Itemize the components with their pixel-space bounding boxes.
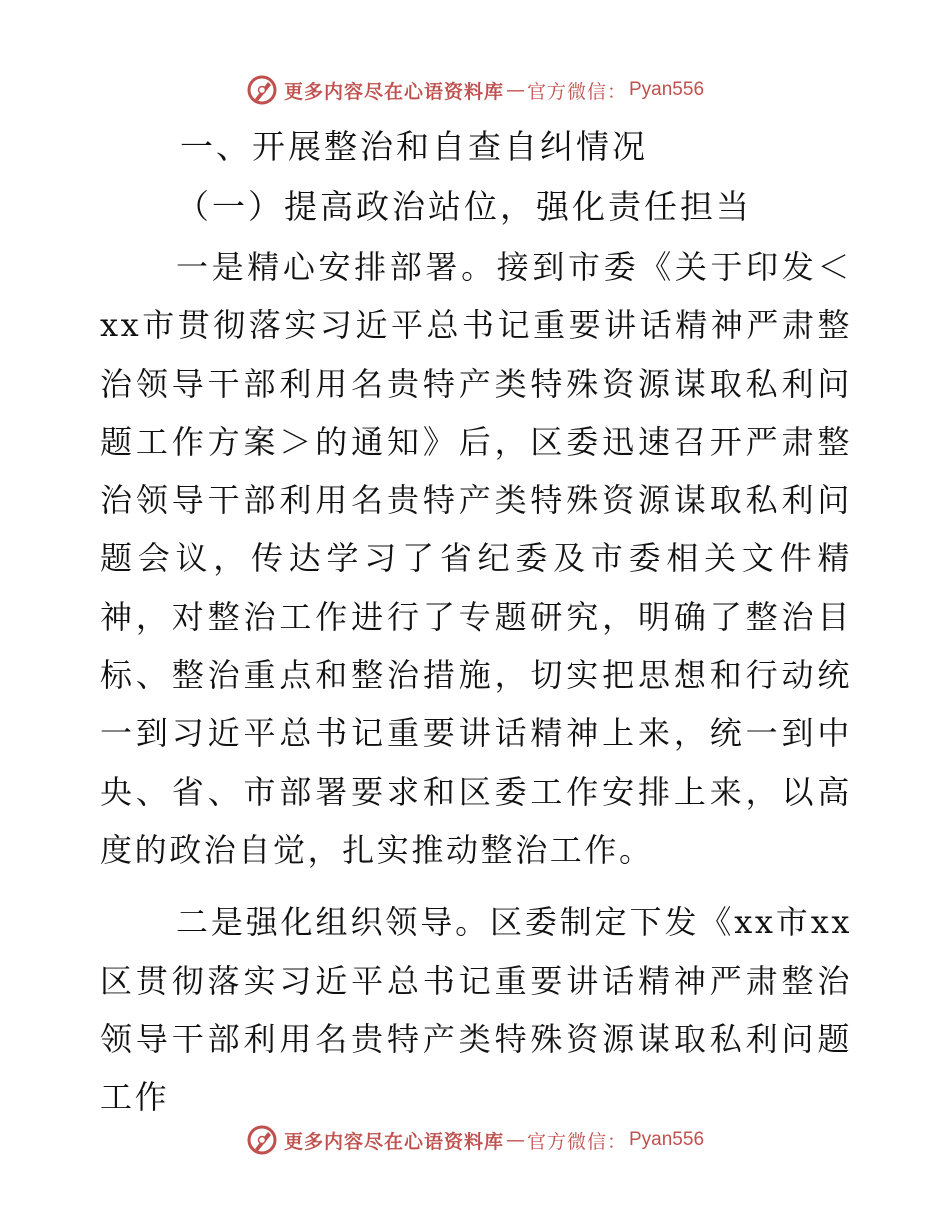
quill-logo-icon [246,1124,278,1156]
watermark-wechat-id: Pyan556 [629,79,705,100]
watermark-dash: — [505,1129,525,1151]
watermark-dash: — [505,79,525,101]
section-heading: 一、开展整治和自查自纠情况 [180,127,648,166]
watermark-site-name: 更多内容尽在心语资料库 [283,80,504,103]
watermark-wechat-id: Pyan556 [629,1129,705,1150]
subsection-heading: （一）提高政治站位，强化责任担当 [176,187,752,226]
watermark-site-name: 更多内容尽在心语资料库 [283,1130,504,1153]
watermark-footer [0,1120,950,1160]
quill-logo-icon [246,74,278,106]
paragraph-leadership: 二是强化组织领导。区委制定下发《xx市xx区贯彻落实习近平总书记重要讲话精神严肃整治领导干部利用名贵特产类特殊资源谋取私利问题工作 [100,903,852,1117]
document-body [100,118,852,1126]
watermark-official-label: 官方微信： [526,1130,627,1153]
watermark-header [0,70,950,110]
watermark-official-label: 官方微信： [526,80,627,103]
paragraph-deployment: 一是精心安排部署。接到市委《关于印发＜xx市贯彻落实习近平总书记重要讲话精神严肃整治领导干部利用名贵特产类特殊资源谋取私利问题工作方案＞的通知》后，区委迅速召开严肃整治领导干部利用名贵特产类特殊资源谋取私利问题会议，传达学习了省纪委及市委相关文件精神，对整治工作进行了专题研究，明确了整治目标、整治重点和整治措施，切实把思想和行动统一到习近平总书记重要讲话精神上来，统一到中央、省、市部署要求和区委工作安排上来，以高度的政治自觉，扎实推动整治工作。 [100,248,852,869]
